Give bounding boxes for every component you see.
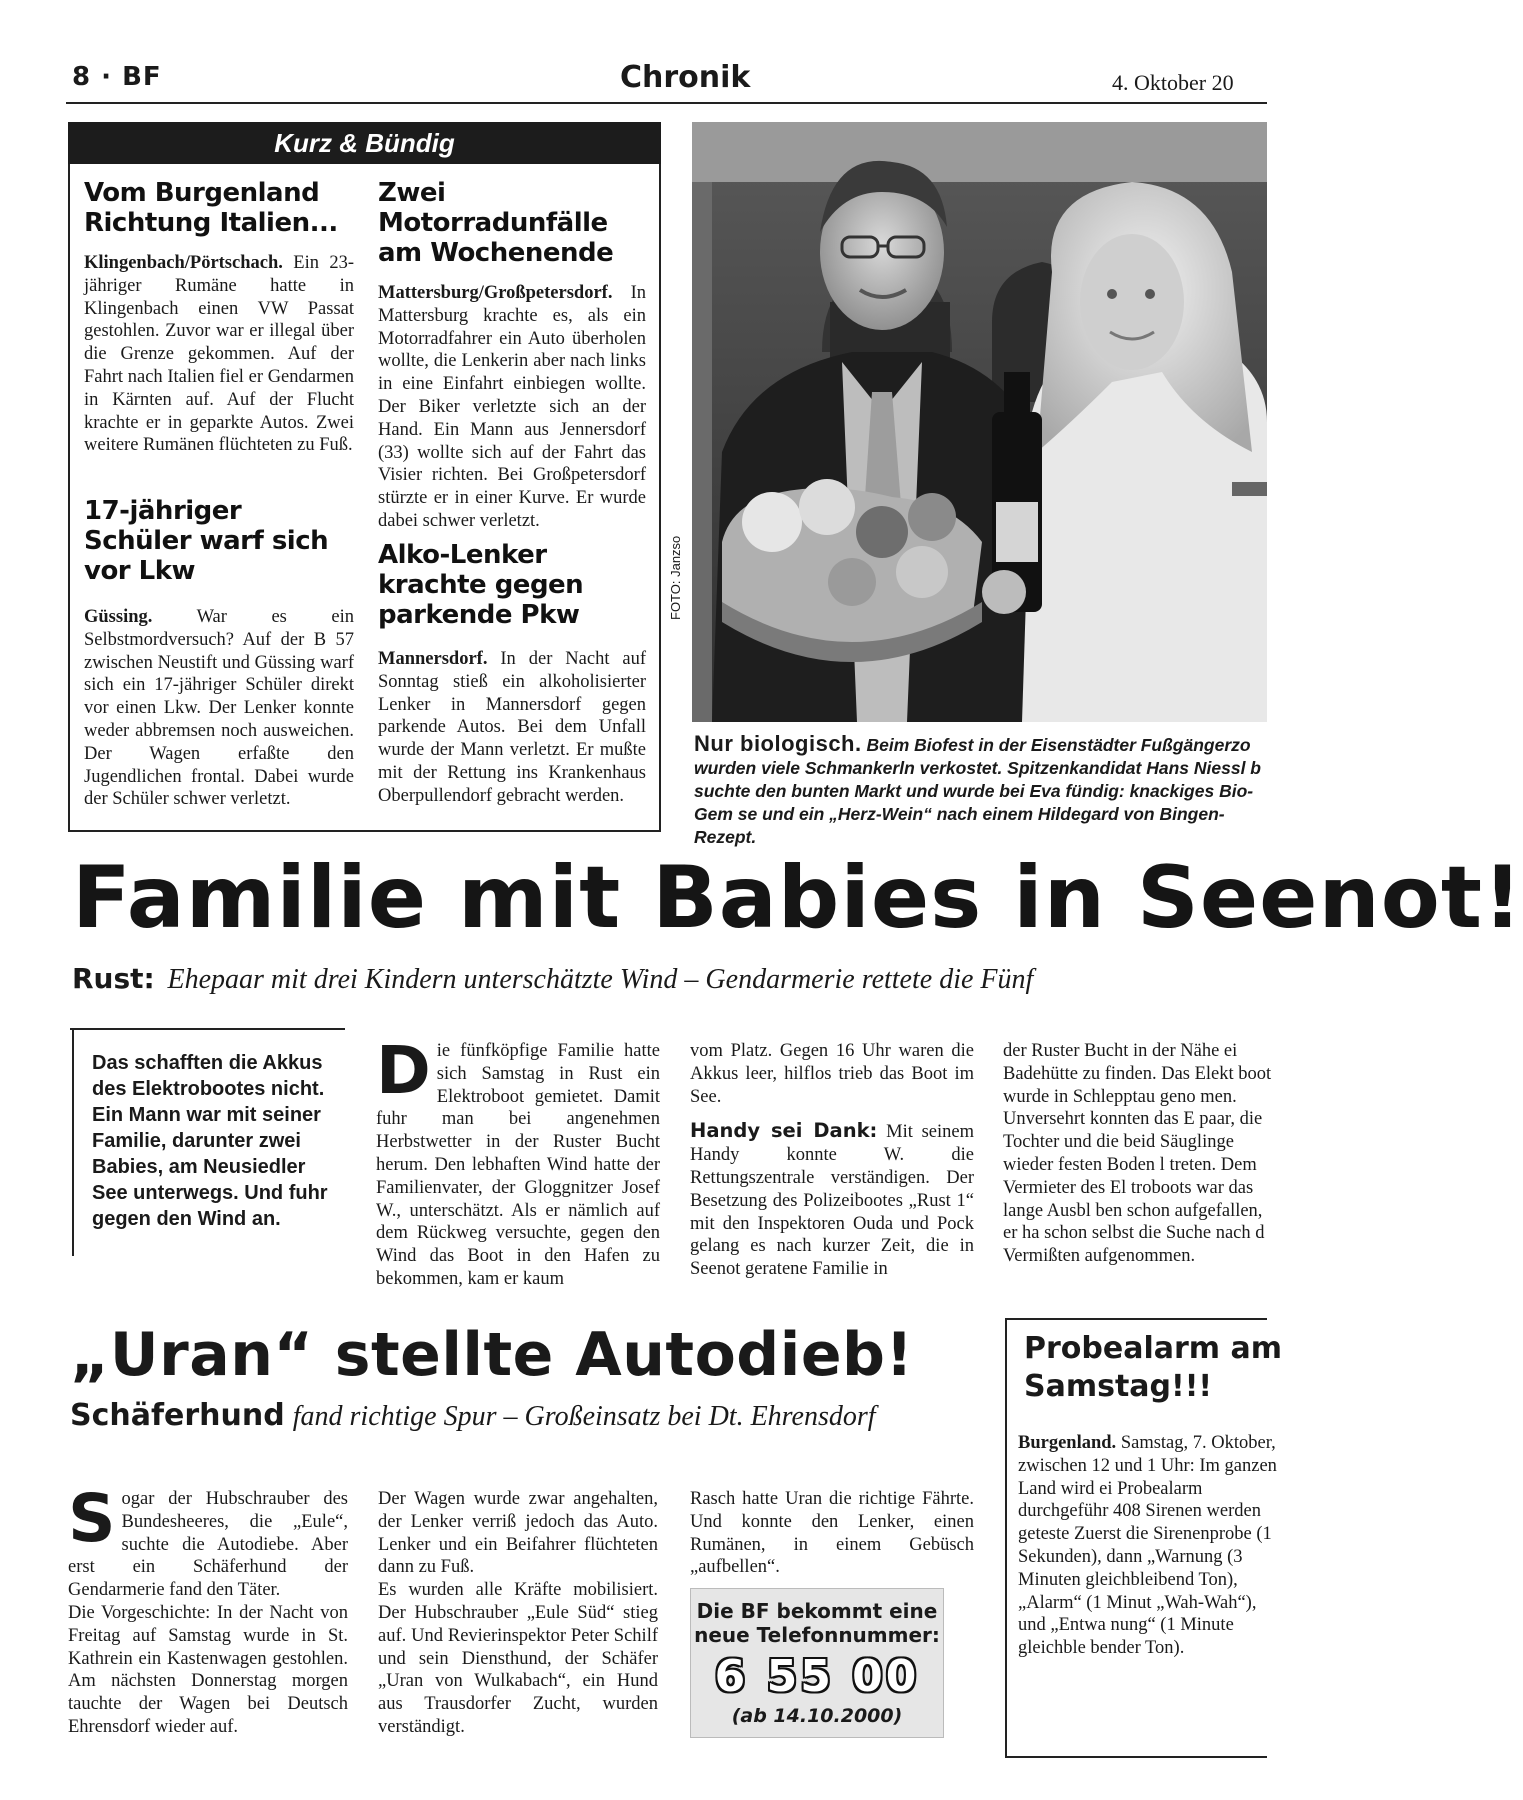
column-text: der Ruster Bucht in der Nähe ei Badehütte zu finden. Das Elekt boot wurde in Schlepptau geno men. Unversehrt konnten das E paar, die Tochter und die beid Säuglinge wieder festen Boden l treten. Dem Vermieter des El troboots war das lange Ausbl ben schon aufgefallen, er ha schon selbst die Suche nach d Vermißten aufgenommen. — [1003, 1041, 1272, 1267]
uran-subheadline — [70, 1398, 876, 1433]
photo-illustration — [692, 122, 1267, 722]
main-teaser: Das schafften die Akkus des Elektrobootes nicht. Ein Mann war mit seiner Familie, darunter zwei Babies, am Neusiedler See unterwegs. Und fuhr gegen den Wind an. — [72, 1028, 336, 1256]
article-dateline: Mannersdorf. — [378, 649, 488, 669]
kurz-article-1 — [84, 178, 354, 457]
main-column-2 — [690, 1040, 974, 1281]
article-text: Ein 23-jähriger Rumäne hatte in Klingenbach einen VW Passat gestohlen. Zuvor war er illegal über die Grenze gekommen. Auf der Fahrt nach Italien fiel er Gendarmen in Kärnten auf. Auf der Flucht krachte er in geparkte Autos. Zwei weitere Rumänen flüchteten zu Fuß. — [84, 253, 354, 456]
column-subhead: Handy sei Dank: — [690, 1119, 878, 1143]
article-headline: Vom Burgenland Richtung Italien... — [84, 178, 338, 238]
drop-cap: S — [68, 1480, 116, 1557]
uran-column-2 — [378, 1488, 658, 1739]
subheadline-text: fand richtige Spur – Großeinsatz bei Dt. Ehrensdorf — [292, 1401, 876, 1432]
main-column-1 — [376, 1032, 660, 1291]
article-body — [378, 282, 646, 533]
notice-date: (ab 14.10.2000) — [731, 1705, 903, 1727]
subheadline-text: Ehepaar mit drei Kindern unterschätzte Wind – Gendarmerie rettete die Fünf — [167, 964, 1034, 995]
caption-text: Beim Biofest in der Eisenstädter Fußgängerzo wurden viele Schmankerln verkostet. Spitzenkandidat Hans Niessl b suchte den bunten Markt und wurde bei Eva fündig: knackiges Bio-Gem se und ein „Herz-Wein“ nach einem Hildegard von Bingen-Rezept. — [694, 735, 1261, 847]
issue-date: 4. Oktober 20 — [1112, 70, 1234, 95]
photo-caption — [694, 732, 1267, 849]
phone-number-notice — [690, 1588, 944, 1738]
column-text: ie fünfköpfige Familie hatte sich Samstag in Rust ein Elektroboot gemietet. Damit fuhr man bei angenehmen Herbstwetter in der Ruster Bucht herum. Den lebhaften Wind hatte der Familienvater, der Gloggnitzer Josef W., unterschätzt. Als er nämlich auf dem Rückweg versuchte, gegen den Wind das Boot in den Hafen zu bekommen, kam er kaum — [376, 1041, 660, 1289]
article-text: Samstag, 7. Oktober, zwischen 12 und 1 Uhr: Im ganzen Land wird ei Probealarm durchgeführ 408 Sirenen werden geteste Zuerst die Sirenenprobe (1 Sekunden), dann „Warnung (3 Minuten gleichbleibend Ton), „Alarm“ (1 Minut „Wah-Wah“), und „Entwa nung“ (1 Minute gleichble bender Ton). — [1018, 1433, 1277, 1659]
article-headline: 17-jähriger Schüler warf sich vor Lkw — [84, 496, 329, 586]
body-wrap — [1018, 1432, 1280, 1660]
article-text: War es ein Selbstmordversuch? Auf der B 57 zwischen Neustift und Güssing warf sich ein 17-jähriger Schüler direkt vor einen Lkw. Der Lenker konnte weder abbremsen noch ausweichen. Der Wagen erfaßte den Jugendlichen frontal. Dabei wurde der Schüler schwer verletzt. — [84, 607, 354, 810]
article-dateline: Mattersburg/Großpetersdorf. — [378, 283, 613, 303]
uran-column-3: Rasch hatte Uran die richtige Fährte. Und konnte den Lenker, einen Rumänen, in einem Gebüsch „aufbellen“. — [690, 1489, 974, 1578]
main-headline: Familie mit Babies in Seenot! — [72, 848, 1523, 948]
column-paragraph — [690, 1120, 974, 1281]
column-text: vom Platz. Gegen 16 Uhr waren die Akkus leer, hilflos trieb das Boot im See. — [690, 1041, 974, 1107]
notice-headline: Die BF bekommt eine neue Telefonnummer: — [694, 1599, 940, 1647]
article-dateline: Burgenland. — [1018, 1433, 1117, 1453]
phone-number: 6 55 00 — [714, 1651, 920, 1702]
kurz-buendig-banner: Kurz & Bündig — [68, 122, 661, 164]
subheadline-place: Rust: — [72, 962, 155, 995]
column-text: ogar der Hubschrauber des Bundesheeres, die „Eule“, suchte die Autodiebe. Aber erst ein Schäferhund der Gendarmerie fand den Täter. — [68, 1489, 348, 1601]
article-body — [84, 606, 354, 811]
column-text: Es wurden alle Kräfte mobilisiert. Der Hubschrauber „Eule Süd“ stieg auf. Und Revierinspektor Peter Schilf und sein Diensthund, der Schäfer „Uran von Wulkabach“, ein Hund aus Trausdorfer Zucht, wurden verständigt. — [378, 1580, 658, 1737]
photo-credit: FOTO: Janzso — [668, 535, 683, 620]
article-text: In Mattersburg krachte es, als ein Motorradfahrer ein Auto überholen wollte, die Lenkerin aber nach links in eine Einfahrt einbiegen wollte. Der Biker verletzte sich an der Hand. Ein Mann aus Jennersdorf (33) wollte sich auf der Fahrt das Visier richten. Bei Großpetersdorf stürzte er in einer Kurve. Er wurde dabei schwer verletzt. — [378, 283, 646, 531]
column-text: Der Wagen wurde zwar angehalten, der Lenker verriß jedoch das Auto. Lenker und ein Beifahrer flüchteten dann zu Fuß. — [378, 1489, 658, 1578]
kurz-article-4 — [378, 540, 646, 808]
column-text: Mit seinem Handy konnte W. die Rettungszentrale verständigen. Der Besetzung des Polizeibootes „Rust 1“ mit den Inspektoren Ouda und Pock gelang es nach kurzer Zeit, die in Seenot geratene Familie in — [690, 1122, 975, 1280]
section-title: Chronik — [620, 60, 751, 95]
article-text: In der Nacht auf Sonntag stieß ein alkoholisierter Lenker in Mannersdorf gegen parkende Autos. Bei dem Unfall wurde der Mann verletzt. Er mußte mit der Rettung ins Krankenhaus Oberpullendorf gebracht werden. — [378, 649, 647, 806]
article-dateline: Klingenbach/Pörtschach. — [84, 253, 283, 273]
caption-lead: Nur biologisch. — [694, 731, 862, 756]
main-column-3 — [1003, 1040, 1272, 1300]
subheadline-lead: Schäferhund — [70, 1398, 285, 1433]
kurz-article-3 — [378, 178, 646, 533]
uran-column-1 — [68, 1480, 348, 1739]
main-subheadline — [72, 962, 1267, 996]
drop-cap: D — [376, 1032, 431, 1109]
article-headline: Alko-Lenker krachte gegen parkende Pkw — [378, 540, 584, 630]
uran-headline: „Uran“ stellte Autodieb! — [70, 1320, 914, 1390]
probealarm-headline — [1024, 1330, 1282, 1406]
news-photo — [692, 122, 1267, 722]
kurz-article-2 — [84, 496, 354, 811]
page-number: 8 · BF — [72, 62, 162, 92]
article-headline: Zwei Motorradunfälle am Wochenende — [378, 178, 614, 268]
header-rule — [66, 102, 1267, 104]
headline-text: Probealarm am Samstag!!! — [1024, 1331, 1282, 1404]
column-text: Die Vorgeschichte: In der Nacht von Freitag auf Samstag wurde in St. Kathrein ein Kastenwagen gestohlen. Am nächsten Donnerstag morgen tauchte der Wagen bei Deutsch Ehrensdorf wieder auf. — [68, 1602, 348, 1737]
article-body — [84, 252, 354, 457]
probealarm-body — [1018, 1432, 1277, 1660]
article-body — [378, 648, 646, 808]
article-dateline: Güssing. — [84, 607, 153, 627]
